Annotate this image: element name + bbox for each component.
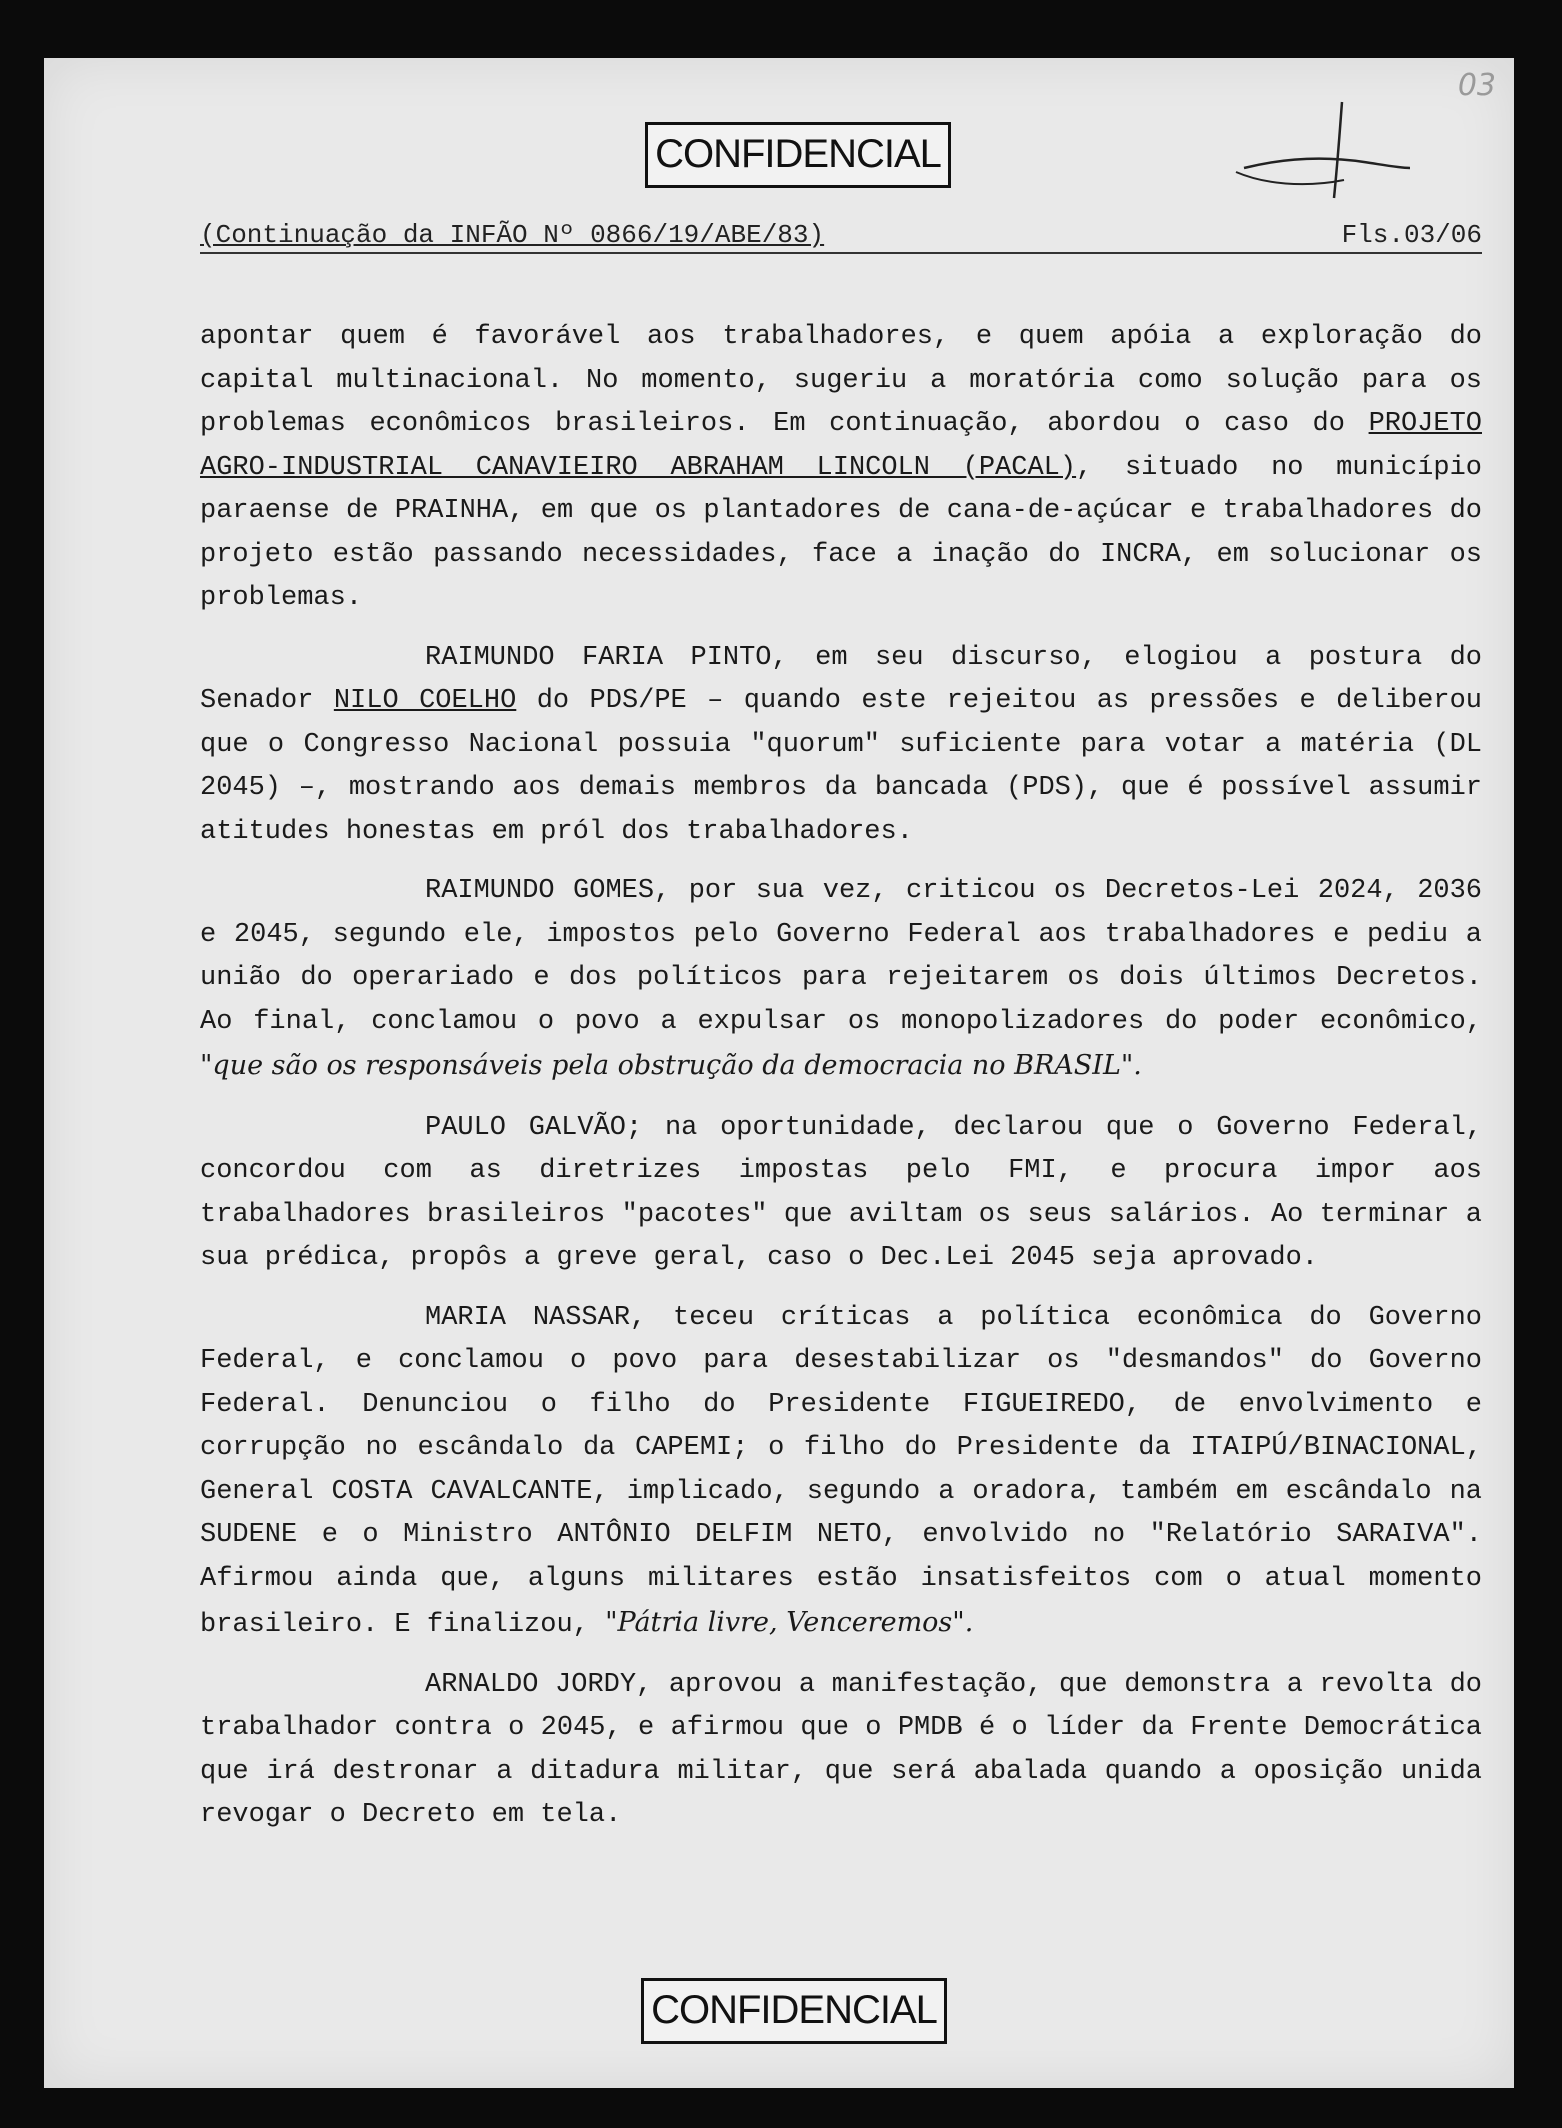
document-body <box>200 316 1482 1854</box>
paragraph-5: MARIA NASSAR, teceu críticas a política econômica do Governo Federal, e conclamou o povo para desestabilizar os "desmandos" do Governo Federal. Denunciou o filho do Presidente FIGUEIREDO, de envolvimento e corrupção no escândalo da CAPEMI; o filho do Presidente da ITAIPÚ/BINACIONAL, General COSTA CAVALCANTE, implicado, segundo a oradora, também em escândalo na SUDENE e o Ministro ANTÔNIO DELFIM NETO, envolvido no "Relatório SARAIVA". Afirmou ainda que, alguns militares estão insatisfeitos com o atual momento brasileiro. E finalizou, "Pátria livre, Venceremos". <box>200 1302 1482 1640</box>
quoted-slogan: "Pátria livre, Venceremos". <box>605 1607 974 1638</box>
paragraph-2: RAIMUNDO FARIA PINTO, em seu discurso, elogiou a postura do Senador NILO COELHO do PDS/PE – quando este rejeitou as pressões e deliberou que o Congresso Nacional possuia "quorum" suficiente para votar a matéria (DL 2045) –, mostrando aos demais membros da bancada (PDS), que é possível assumir atitudes honestas em pról dos trabalhadores. <box>200 642 1482 847</box>
page-corner-number: 03 <box>1457 68 1496 103</box>
confidential-stamp-top: CONFIDENCIAL <box>645 122 951 188</box>
underlined-senator-name: NILO COELHO <box>333 686 517 716</box>
confidential-stamp-bottom: CONFIDENCIAL <box>641 1978 947 2044</box>
document-page <box>44 58 1514 2088</box>
signature-mark <box>1224 98 1414 208</box>
header-rule <box>200 252 1482 254</box>
document-header <box>200 220 1482 250</box>
quoted-statement: "que são os responsáveis pela obstrução da democracia no BRASIL". <box>200 1050 1142 1081</box>
paragraph-1: apontar quem é favorável aos trabalhadores, e quem apóia a exploração do capital multinacional. No momento, sugeriu a moratória como solução para os problemas econômicos brasileiros. Em continuação, abordou o caso do PROJETO AGRO-INDUSTRIAL CANAVIEIRO ABRAHAM LINCOLN (PACAL), situado no município paraense de PRAINHA, em que os plantadores de cana-de-açúcar e trabalhadores do projeto estão passando necessidades, face a inação do INCRA, em solucionar os problemas. <box>200 322 1482 613</box>
paragraph-3: RAIMUNDO GOMES, por sua vez, criticou os Decretos-Lei 2024, 2036 e 2045, segundo ele, impostos pelo Governo Federal aos trabalhadores e pediu a união do operariado e dos políticos para rejeitarem os dois últimos Decretos. Ao final, conclamou o povo a expulsar os monopolizadores do poder econômico, "que são os responsáveis pela obstrução da democracia no BRASIL". <box>200 876 1482 1081</box>
header-reference: (Continuação da INFÃO Nº 0866/19/ABE/83) <box>200 220 825 250</box>
paragraph-6: ARNALDO JORDY, aprovou a manifestação, que demonstra a revolta do trabalhador contra o 2045, e afirmou que o PMDB é o líder da Frente Democrática que irá destronar a ditadura militar, que será abalada quando a oposição unida revogar o Decreto em tela. <box>200 1669 1482 1830</box>
underlined-project-name: PROJETO AGRO-INDUSTRIAL CANAVIEIRO ABRAHAM LINCOLN (PACAL) <box>200 409 1482 483</box>
header-page-number: Fls.03/06 <box>1341 220 1482 250</box>
paragraph-4: PAULO GALVÃO; na oportunidade, declarou que o Governo Federal, concordou com as diretrizes impostas pelo FMI, e procura impor aos trabalhadores brasileiros "pacotes" que aviltam os seus salários. Ao terminar a sua prédica, propôs a greve geral, caso o Dec.Lei 2045 seja aprovado. <box>200 1112 1482 1273</box>
